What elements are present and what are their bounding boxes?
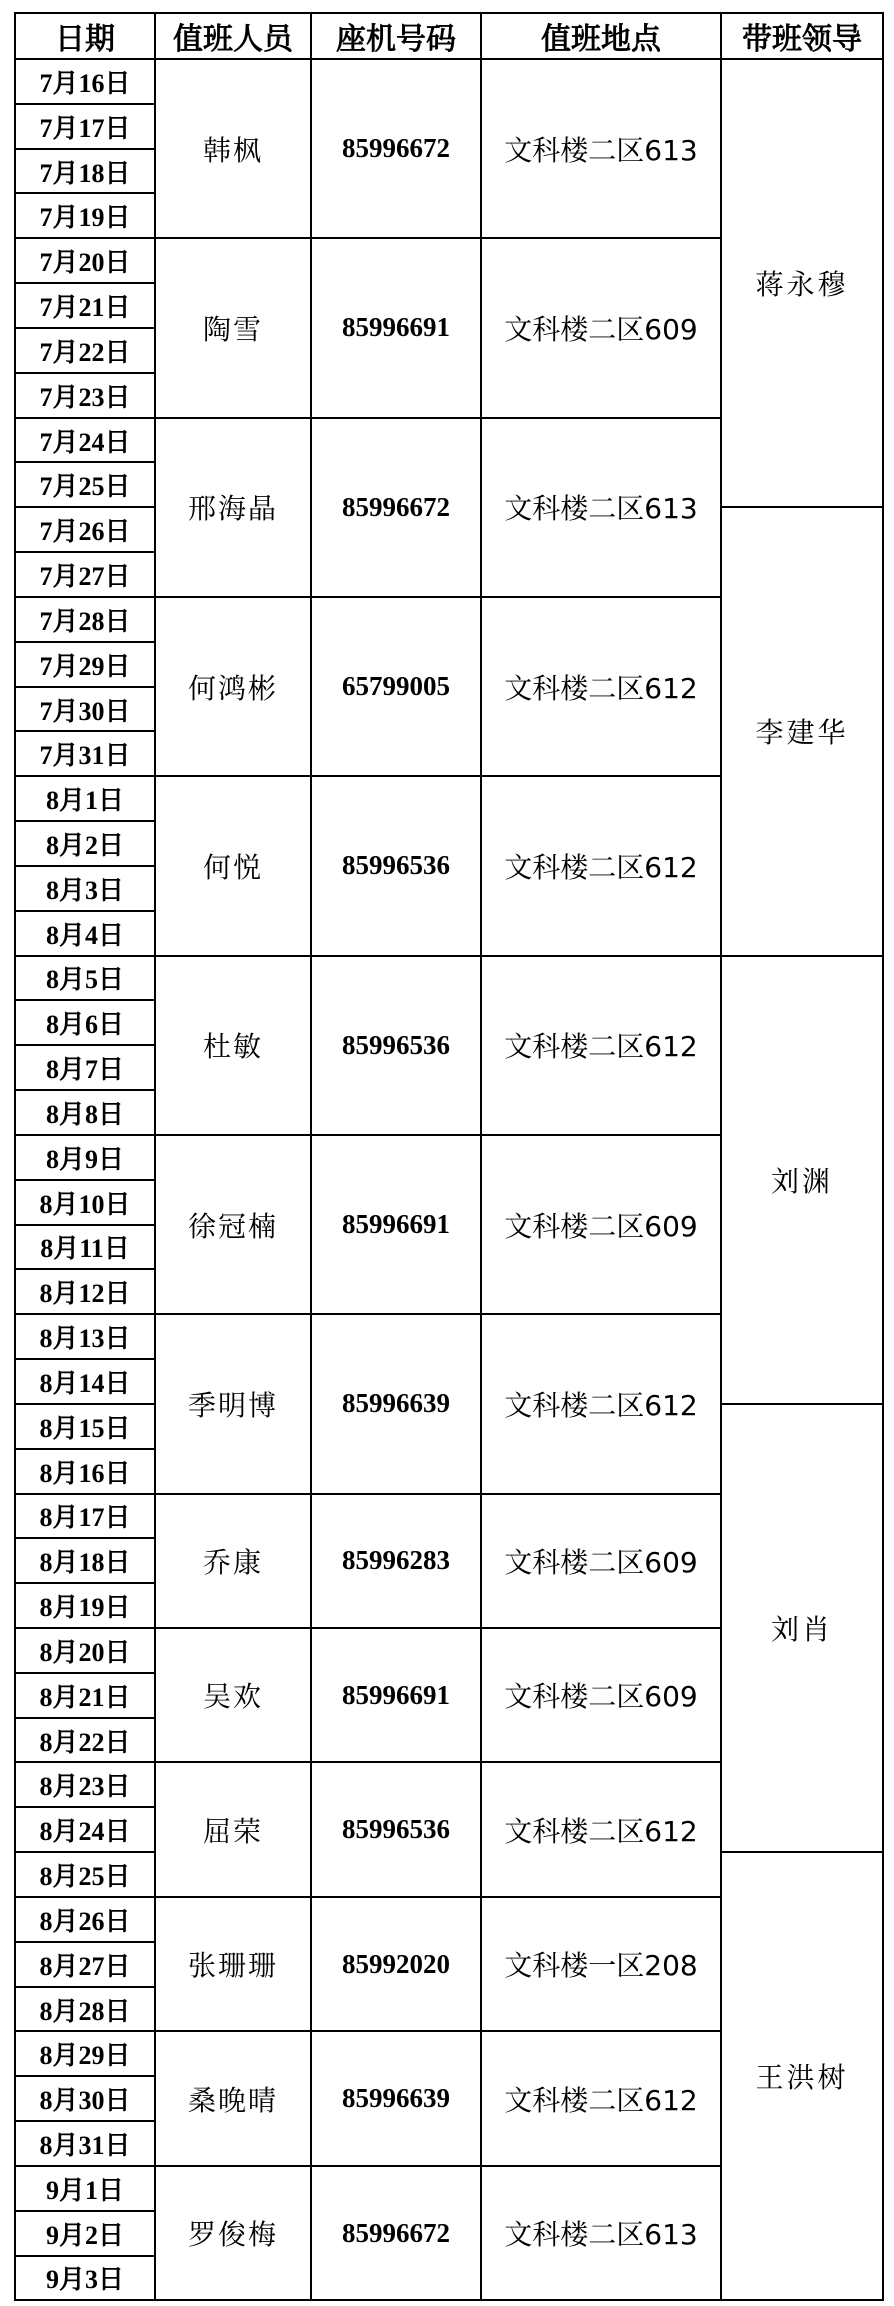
- date-cell: 8月24日: [15, 1807, 155, 1852]
- date-cell: 9月2日: [15, 2211, 155, 2256]
- phone-cell: 85996672: [311, 59, 481, 238]
- location-cell: 文科楼二区612: [481, 776, 721, 955]
- header-date: 日期: [15, 13, 155, 59]
- person-cell: 张珊珊: [155, 1897, 311, 2031]
- header-location: 值班地点: [481, 13, 721, 59]
- person-cell: 罗俊梅: [155, 2166, 311, 2300]
- person-cell: 徐冠楠: [155, 1135, 311, 1314]
- person-cell: 吴欢: [155, 1628, 311, 1762]
- location-cell: 文科楼二区609: [481, 1494, 721, 1628]
- date-cell: 7月22日: [15, 328, 155, 373]
- date-cell: 7月19日: [15, 193, 155, 238]
- date-cell: 8月11日: [15, 1225, 155, 1270]
- date-cell: 7月23日: [15, 373, 155, 418]
- date-cell: 8月3日: [15, 866, 155, 911]
- date-cell: 8月26日: [15, 1897, 155, 1942]
- phone-cell: 85996536: [311, 1762, 481, 1896]
- date-cell: 8月30日: [15, 2076, 155, 2121]
- date-cell: 7月20日: [15, 238, 155, 283]
- location-cell: 文科楼二区612: [481, 1314, 721, 1493]
- person-cell: 季明博: [155, 1314, 311, 1493]
- phone-cell: 65799005: [311, 597, 481, 776]
- person-cell: 陶雪: [155, 238, 311, 417]
- date-cell: 8月7日: [15, 1045, 155, 1090]
- location-cell: 文科楼二区612: [481, 2031, 721, 2165]
- date-cell: 7月16日: [15, 59, 155, 104]
- person-cell: 何鸿彬: [155, 597, 311, 776]
- date-cell: 8月13日: [15, 1314, 155, 1359]
- header-leader: 带班领导: [721, 13, 883, 59]
- date-cell: 8月12日: [15, 1269, 155, 1314]
- date-cell: 8月16日: [15, 1449, 155, 1494]
- leader-cell: 王洪树: [721, 1852, 883, 2300]
- date-cell: 8月25日: [15, 1852, 155, 1897]
- date-cell: 8月15日: [15, 1404, 155, 1449]
- person-cell: 何悦: [155, 776, 311, 955]
- date-cell: 8月4日: [15, 911, 155, 956]
- date-cell: 8月18日: [15, 1538, 155, 1583]
- phone-cell: 85996691: [311, 238, 481, 417]
- date-cell: 8月6日: [15, 1000, 155, 1045]
- date-cell: 7月24日: [15, 418, 155, 463]
- date-cell: 7月26日: [15, 507, 155, 552]
- date-cell: 8月8日: [15, 1090, 155, 1135]
- duty-schedule-table: [14, 12, 884, 2301]
- person-cell: 邢海晶: [155, 418, 311, 597]
- location-cell: 文科楼二区613: [481, 59, 721, 238]
- leader-cell: 刘肖: [721, 1404, 883, 1852]
- date-cell: 7月27日: [15, 552, 155, 597]
- date-cell: 7月25日: [15, 462, 155, 507]
- date-cell: 8月21日: [15, 1673, 155, 1718]
- date-cell: 8月22日: [15, 1718, 155, 1763]
- date-cell: 8月10日: [15, 1180, 155, 1225]
- date-cell: 8月27日: [15, 1942, 155, 1987]
- date-cell: 8月17日: [15, 1494, 155, 1539]
- date-cell: 8月28日: [15, 1987, 155, 2032]
- date-cell: 8月2日: [15, 821, 155, 866]
- location-cell: 文科楼二区613: [481, 2166, 721, 2300]
- date-cell: 7月28日: [15, 597, 155, 642]
- table-row: [15, 956, 883, 1001]
- location-cell: 文科楼二区612: [481, 956, 721, 1135]
- leader-cell: 李建华: [721, 507, 883, 955]
- date-cell: 8月9日: [15, 1135, 155, 1180]
- location-cell: 文科楼二区609: [481, 238, 721, 417]
- location-cell: 文科楼二区612: [481, 1762, 721, 1896]
- phone-cell: 85996536: [311, 956, 481, 1135]
- phone-cell: 85996691: [311, 1628, 481, 1762]
- phone-cell: 85992020: [311, 1897, 481, 2031]
- date-cell: 8月14日: [15, 1359, 155, 1404]
- leader-cell: 刘渊: [721, 956, 883, 1404]
- person-cell: 乔康: [155, 1494, 311, 1628]
- table-row: [15, 59, 883, 104]
- date-cell: 8月23日: [15, 1762, 155, 1807]
- header-row: [15, 13, 883, 59]
- phone-cell: 85996672: [311, 418, 481, 597]
- date-cell: 7月30日: [15, 687, 155, 732]
- date-cell: 7月31日: [15, 731, 155, 776]
- date-cell: 7月29日: [15, 642, 155, 687]
- date-cell: 9月1日: [15, 2166, 155, 2211]
- date-cell: 8月29日: [15, 2031, 155, 2076]
- date-cell: 8月20日: [15, 1628, 155, 1673]
- phone-cell: 85996283: [311, 1494, 481, 1628]
- date-cell: 7月18日: [15, 149, 155, 194]
- date-cell: 8月1日: [15, 776, 155, 821]
- date-cell: 7月17日: [15, 104, 155, 149]
- phone-cell: 85996691: [311, 1135, 481, 1314]
- date-cell: 8月31日: [15, 2121, 155, 2166]
- location-cell: 文科楼一区208: [481, 1897, 721, 2031]
- location-cell: 文科楼二区613: [481, 418, 721, 597]
- header-person: 值班人员: [155, 13, 311, 59]
- date-cell: 7月21日: [15, 283, 155, 328]
- phone-cell: 85996672: [311, 2166, 481, 2300]
- header-phone: 座机号码: [311, 13, 481, 59]
- phone-cell: 85996639: [311, 2031, 481, 2165]
- person-cell: 杜敏: [155, 956, 311, 1135]
- phone-cell: 85996639: [311, 1314, 481, 1493]
- person-cell: 韩枫: [155, 59, 311, 238]
- date-cell: 8月5日: [15, 956, 155, 1001]
- location-cell: 文科楼二区609: [481, 1135, 721, 1314]
- person-cell: 桑晚晴: [155, 2031, 311, 2165]
- person-cell: 屈荣: [155, 1762, 311, 1896]
- leader-cell: 蒋永穆: [721, 59, 883, 507]
- date-cell: 9月3日: [15, 2256, 155, 2301]
- location-cell: 文科楼二区612: [481, 597, 721, 776]
- table-body: [15, 59, 883, 2300]
- date-cell: 8月19日: [15, 1583, 155, 1628]
- location-cell: 文科楼二区609: [481, 1628, 721, 1762]
- phone-cell: 85996536: [311, 776, 481, 955]
